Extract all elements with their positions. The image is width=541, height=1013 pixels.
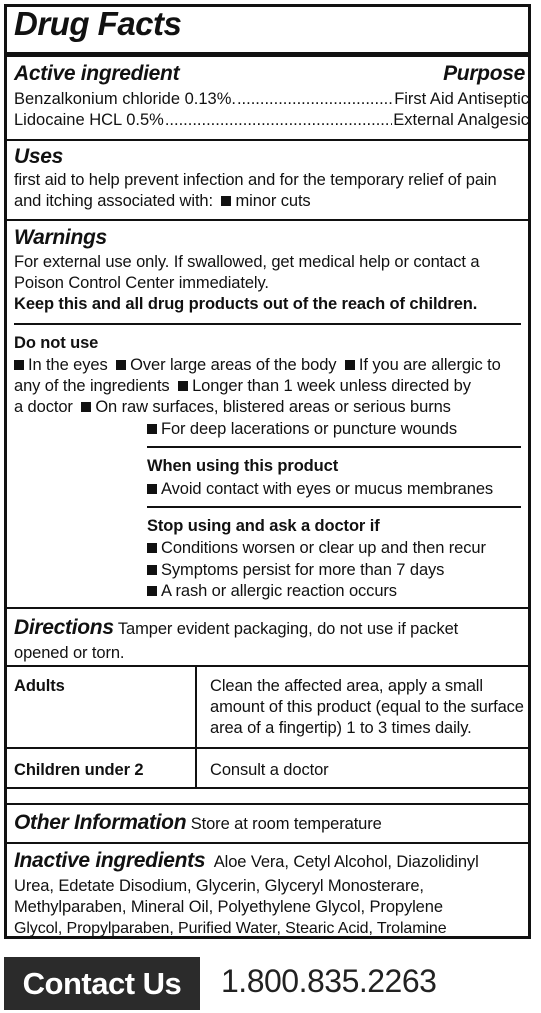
divider <box>7 803 528 805</box>
list-item: If you are allergic to <box>358 356 501 374</box>
uses-text <box>14 191 311 212</box>
list-item: Over large areas of the body <box>130 356 337 374</box>
divider <box>7 842 528 844</box>
bullet-square-icon <box>147 586 157 596</box>
inactive-line <box>14 850 479 873</box>
table-cell-how: Consult a doctor <box>210 761 329 779</box>
stop-using-line <box>147 560 444 581</box>
list-item: In the eyes <box>28 356 108 374</box>
list-item: Symptoms persist for more than 7 days <box>161 561 445 579</box>
page-title: Drug Facts <box>14 5 182 42</box>
table-cell-how: Clean the affected area, apply a small <box>210 677 483 695</box>
do-not-use-line <box>14 355 501 376</box>
do-not-use-line <box>147 419 457 440</box>
divider <box>147 506 521 508</box>
uses-heading: Uses <box>14 145 64 168</box>
divider <box>7 52 528 57</box>
inactive-text: Methylparaben, Mineral Oil, Polyethylene Glycol, Propylene <box>14 898 443 916</box>
stop-using-heading: Stop using and ask a doctor if <box>147 517 380 535</box>
list-item: A rash or allergic reaction occurs <box>161 582 397 600</box>
bullet-square-icon <box>116 360 126 370</box>
warnings-bold-text: Keep this and all drug products out of the reach of children. <box>14 295 478 313</box>
leader-dots <box>237 90 393 109</box>
directions-text: opened or torn. <box>14 644 125 662</box>
bullet-square-icon <box>147 543 157 553</box>
when-using-heading: When using this product <box>147 457 339 475</box>
inactive-text: Urea, Edetate Disodium, Glycerin, Glyceryl Monosterare, <box>14 877 424 895</box>
directions-line <box>14 617 458 640</box>
do-not-use-line <box>14 397 451 418</box>
bullet-square-icon <box>147 424 157 434</box>
leader-dots <box>165 111 392 130</box>
other-info-line <box>14 812 382 835</box>
bullet-square-icon <box>345 360 355 370</box>
when-using-line <box>147 479 493 500</box>
active-ingredient-heading: Active ingredient <box>14 62 180 85</box>
bullet-square-icon <box>178 381 188 391</box>
table-cell-how: area of a fingertip) 1 to 3 times daily. <box>210 719 472 737</box>
active-row <box>14 111 529 130</box>
uses-text: first aid to help prevent infection and for the temporary relief of pain <box>14 171 497 189</box>
do-not-use-heading: Do not use <box>14 334 99 352</box>
ingredient-name: Benzalkonium chloride 0.13%. <box>14 90 236 108</box>
bullet-square-icon <box>147 565 157 575</box>
stop-using-line <box>147 538 486 559</box>
table-cell-who: Children under 2 <box>14 761 144 779</box>
directions-heading: Directions <box>14 616 114 639</box>
warnings-text: For external use only. If swallowed, get medical help or contact a <box>14 253 480 271</box>
warnings-heading: Warnings <box>14 226 107 249</box>
table-border <box>195 665 197 789</box>
uses-text-2: and itching associated with: <box>14 192 213 210</box>
uses-item: minor cuts <box>235 192 311 210</box>
active-row <box>14 90 529 109</box>
table-cell-how: amount of this product (equal to the surface <box>210 698 524 716</box>
warnings-text: Poison Control Center immediately. <box>14 274 269 292</box>
inactive-text: Glycol, Propylparaben, Purified Water, Stearic Acid, Trolamine <box>14 920 447 937</box>
do-not-use-line <box>14 376 471 397</box>
divider <box>7 139 528 141</box>
table-cell-who: Adults <box>14 677 65 695</box>
bullet-square-icon <box>221 196 231 206</box>
divider <box>147 446 521 448</box>
ingredient-name: Lidocaine HCL 0.5% <box>14 111 164 129</box>
ingredient-purpose: First Aid Antiseptic <box>394 90 529 108</box>
ingredient-purpose: External Analgesic <box>393 111 529 129</box>
directions-text: Tamper evident packaging, do not use if packet <box>117 620 459 638</box>
divider <box>7 219 528 221</box>
list-item: any of the ingredients <box>14 377 170 395</box>
other-info-heading: Other Information <box>14 811 187 834</box>
list-item: Longer than 1 week unless directed by <box>192 377 471 395</box>
list-item: For deep lacerations or puncture wounds <box>161 420 458 438</box>
divider <box>14 323 521 325</box>
inactive-heading: Inactive ingredients <box>14 849 206 872</box>
purpose-heading: Purpose <box>443 62 525 85</box>
inactive-text: Aloe Vera, Cetyl Alcohol, Diazolidinyl <box>213 853 479 871</box>
table-border <box>7 747 528 749</box>
list-item: Avoid contact with eyes or mucus membranes <box>161 480 494 498</box>
list-item: a doctor <box>14 398 73 416</box>
stop-using-line <box>147 581 397 602</box>
other-info-text: Store at room temperature <box>190 815 382 833</box>
contact-phone: 1.800.835.2263 <box>221 963 437 999</box>
divider <box>7 607 528 609</box>
list-item: Conditions worsen or clear up and then recur <box>161 539 486 557</box>
list-item: On raw surfaces, blistered areas or serious burns <box>95 398 451 416</box>
bullet-square-icon <box>147 484 157 494</box>
table-border <box>7 665 528 667</box>
table-border <box>7 787 528 789</box>
bullet-square-icon <box>14 360 24 370</box>
bullet-square-icon <box>81 402 91 412</box>
contact-us-label: Contact Us <box>4 957 200 1010</box>
